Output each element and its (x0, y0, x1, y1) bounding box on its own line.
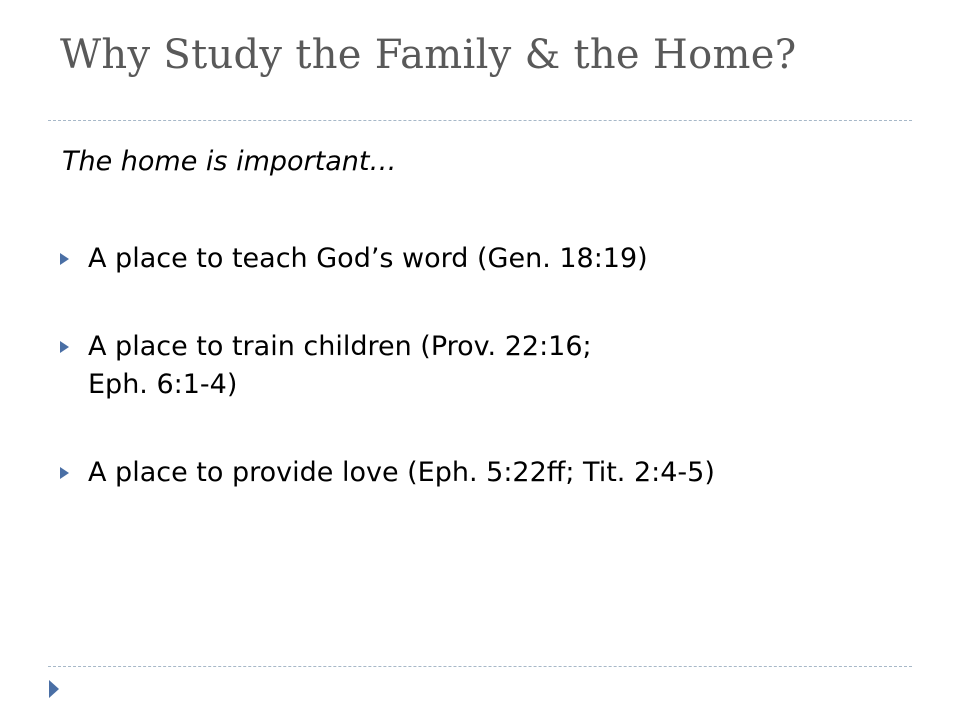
triangle-right-icon (60, 341, 69, 353)
bullet-item (60, 240, 920, 278)
bullet-list (60, 240, 920, 542)
triangle-right-icon (60, 253, 69, 265)
bullet-item (60, 328, 920, 404)
triangle-right-icon (60, 467, 69, 479)
bullet-item (60, 454, 920, 492)
footer-triangle-icon (49, 680, 59, 698)
slide-title: Why Study the Family & the Home? (60, 32, 797, 78)
bullet-text: A place to provide love (Eph. 5:22ff; Tit. 2:4-5) (88, 457, 715, 488)
bullet-text: A place to train children (Prov. 22:16; Eph. 6:1-4) (88, 331, 592, 400)
bullet-text: A place to teach God’s word (Gen. 18:19) (88, 243, 648, 274)
title-divider (48, 120, 912, 121)
slide-subtitle: The home is important… (62, 146, 397, 177)
footer-divider (48, 666, 912, 667)
